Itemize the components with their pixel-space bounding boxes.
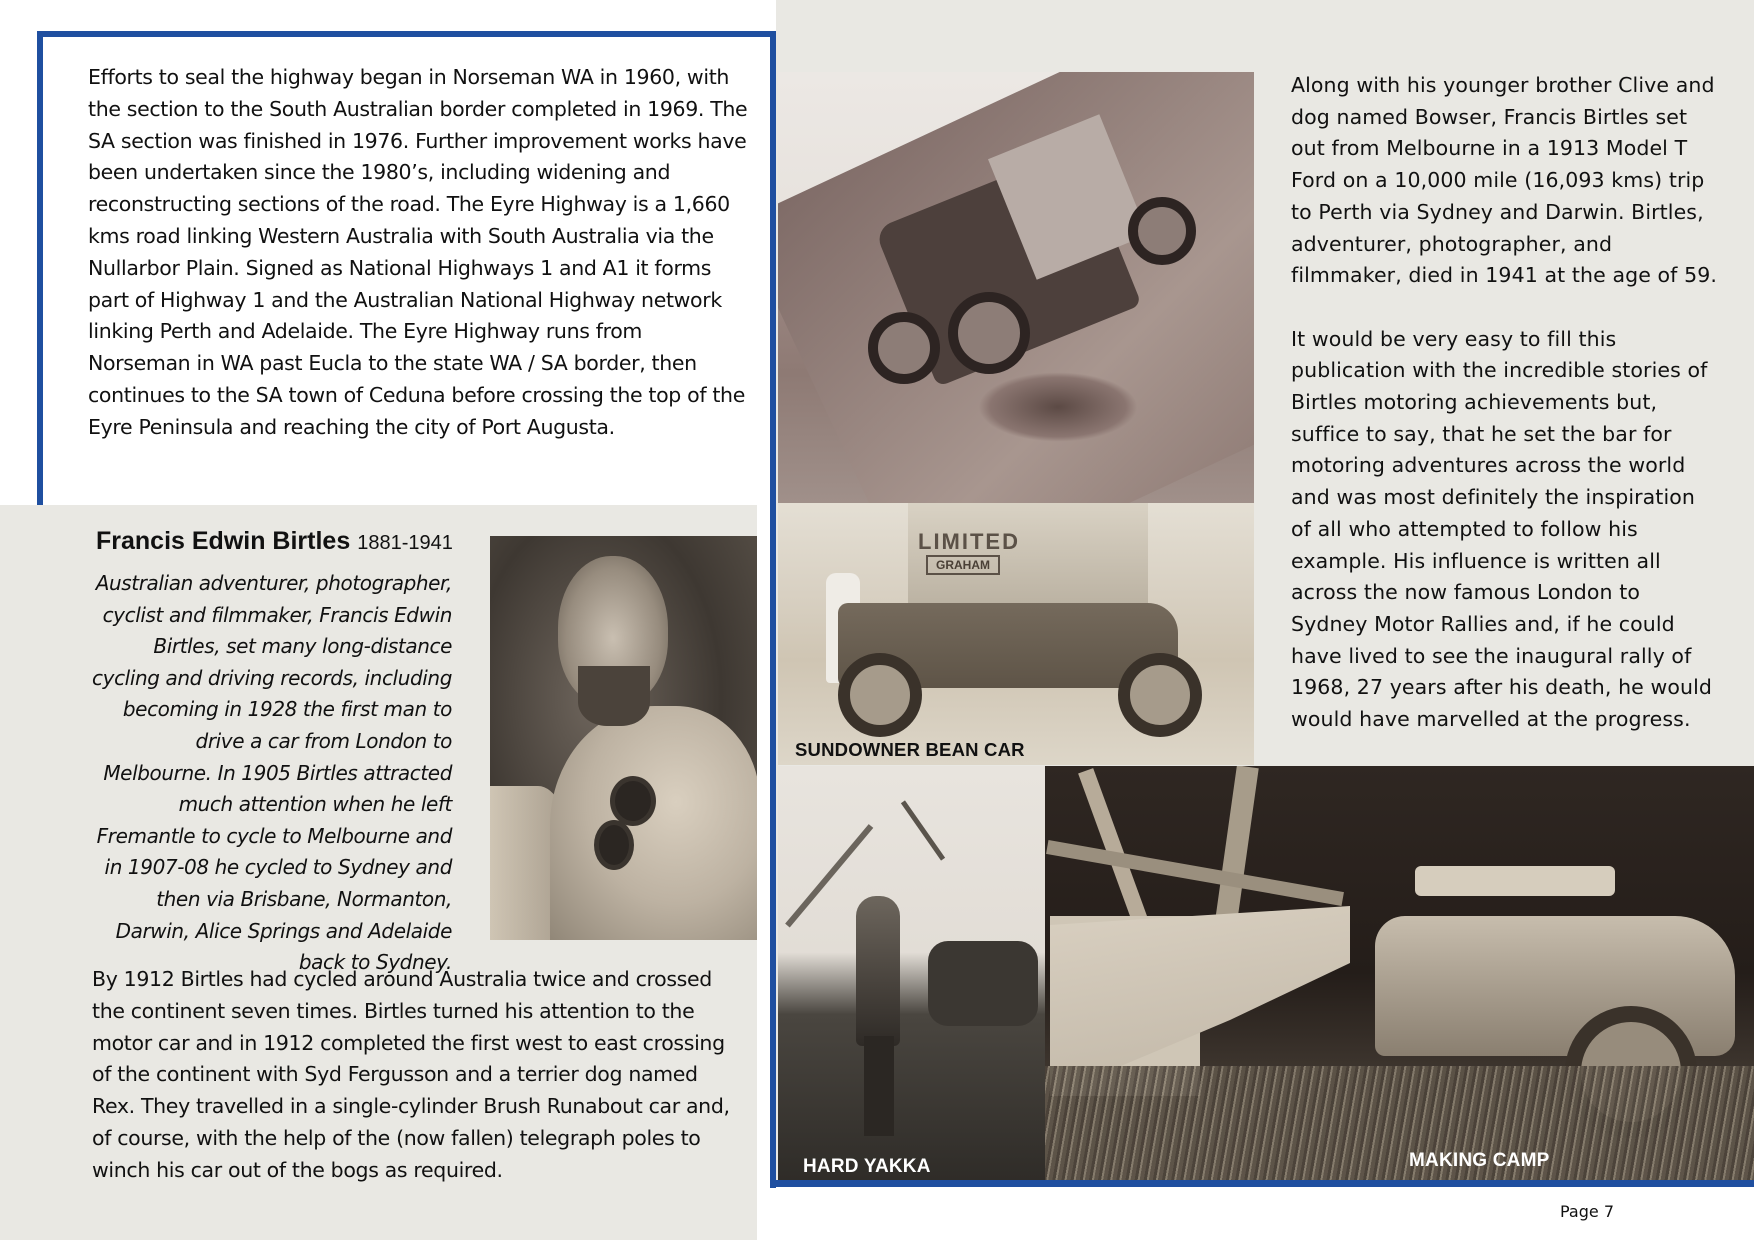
wheel-detail: [948, 292, 1030, 374]
photo-detail: [901, 800, 945, 860]
wheel-detail: [1128, 197, 1196, 265]
biography-summary: Australian adventurer, photographer, cyclist and filmmaker, Francis Edwin Birtles, set many long-distance cycling and driving records, including becoming in 1928 the first man to drive a car from London to Melbourne. In 1905 Birtles attracted much attention when he left Fremantle to cycle to Melbourne and in 1907-08 he cycled to Sydney and then via Brisbane, Normanton, Darwin, Alice Springs and Adelaide back to Sydney.: [92, 571, 452, 975]
photo-detail: [578, 666, 650, 726]
photo-detail: [978, 372, 1138, 442]
goggles-detail: [594, 820, 634, 870]
hard-yakka-photo: [778, 766, 1045, 1180]
making-camp-caption: MAKING CAMP: [1409, 1150, 1550, 1171]
right-paragraph-1: Along with his younger brother Clive and dog named Bowser, Francis Birtles set out from Melbourne in a 1913 Model T Ford on a 10,000 mile (16,093 kms) trip to Perth via Sydney and Darwin. Birtles, adventurer, photographer, and filmmaker, died in 1941 at the age of 59.: [1291, 73, 1718, 288]
frame-left-line: [37, 31, 43, 505]
page-number: Page 7: [1560, 1202, 1614, 1221]
hard-yakka-caption: HARD YAKKA: [803, 1156, 931, 1177]
biography-name: Francis Edwin Birtles: [96, 527, 351, 555]
shop-sign-text: LIMITED: [918, 529, 1020, 554]
bean-car-caption: SUNDOWNER BEAN CAR: [795, 739, 1025, 760]
wheel-detail: [868, 312, 940, 384]
biography-years: 1881-1941: [357, 532, 453, 554]
right-column-text: [1291, 70, 1721, 736]
photo-detail: [1213, 766, 1258, 937]
photo-detail: [928, 941, 1038, 1026]
photo-detail: [1078, 768, 1148, 924]
biography-body: By 1912 Birtles had cycled around Australia twice and crossed the continent seven times. Birtles turned his attention to the motor car and in 1912 completed the first west to east crossing of the continent with Syd Fergusson and a terrier dog named Rex. They travelled in a single-cylinder Brush Runabout car and, of course, with the help of the (now fallen) telegraph poles to winch his car out of the bogs as required.: [92, 967, 730, 1182]
frame-top-line: [37, 31, 776, 37]
photo-detail: [856, 896, 900, 1046]
shop-sign-small: GRAHAM: [926, 555, 1000, 575]
making-camp-photo: [1045, 766, 1754, 1180]
biography-heading: [96, 527, 453, 556]
wheel-detail: [1118, 653, 1202, 737]
intro-paragraph: Efforts to seal the highway began in Norseman WA in 1960, with the section to the South Australian border completed in 1969. The SA section was finished in 1976. Further improvement works have been undertaken since the 1980’s, including widening and reconstructing sections of the road. The Eyre Highway is a 1,660 kms road linking Western Australia with South Australia via the Nullarbor Plain. Signed as National Highways 1 and A1 it forms part of Highway 1 and the Australian National Highway network linking Perth and Adelaide. The Eyre Highway runs from Norseman in WA past Eucla to the state WA / SA border, then continues to the SA town of Ceduna before crossing the top of the Eyre Peninsula and reaching the city of Port Augusta.: [88, 65, 748, 439]
photo-detail: [1046, 840, 1344, 906]
photo-detail: [1045, 1066, 1754, 1180]
goggles-detail: [610, 776, 656, 826]
wheel-detail: [838, 653, 922, 737]
photo-detail: [864, 1036, 894, 1136]
right-paragraph-2: It would be very easy to fill this publication with the incredible stories of Birtles motoring achievements but, suffice to say, that he set the bar for motoring adventures across the world and was most definitely the inspiration of all who attempted to follow his example. His influence is written all across the now famous London to Sydney Motor Rallies and, if he could have lived to see the inaugural rally of 1968, 27 years after his death, he would would have marvelled at the progress.: [1291, 326, 1713, 732]
frame-bottom-line: [770, 1180, 1754, 1187]
hill-car-photo: [778, 72, 1254, 503]
photo-detail: [1415, 866, 1615, 896]
bean-car-photo: [778, 503, 1254, 765]
frame-right-line: [770, 31, 776, 1188]
portrait-photo: [490, 536, 757, 940]
photo-detail: [550, 706, 757, 940]
